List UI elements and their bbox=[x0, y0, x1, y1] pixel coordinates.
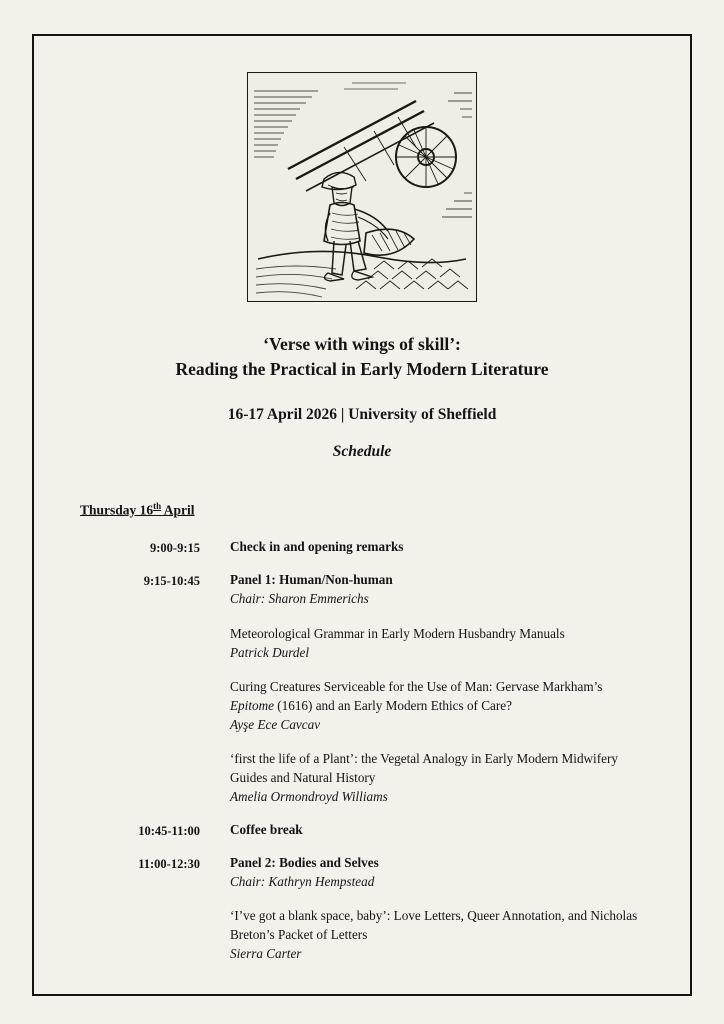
session-heading: Panel 1: Human/Non-human bbox=[230, 572, 393, 588]
paper-title bbox=[230, 625, 644, 644]
event-details: 16-17 April 2026 | University of Sheffield bbox=[227, 405, 497, 423]
session-body bbox=[230, 538, 644, 557]
paper-entry bbox=[230, 625, 644, 662]
day-heading-ordinal: th bbox=[153, 500, 162, 511]
day-heading-month: April bbox=[161, 502, 195, 518]
session-time: 9:00-9:15 bbox=[150, 541, 200, 556]
paper-title-pre: ‘first the life of a Plant’: the Vegetal Analogy in Early Modern Midwifery Guides and Natural History bbox=[230, 751, 618, 786]
schedule-row bbox=[80, 538, 644, 557]
woodcut-illustration-icon bbox=[247, 72, 477, 302]
paper-author: Sierra Carter bbox=[230, 945, 302, 961]
session-time: 10:45-11:00 bbox=[138, 823, 200, 838]
title-line-2: Reading the Practical in Early Modern Literature bbox=[175, 358, 549, 379]
session-time: 11:00-12:30 bbox=[138, 856, 200, 871]
session-time: 9:15-10:45 bbox=[143, 574, 200, 589]
paper-title-pre: Curing Creatures Serviceable for the Use of Man: Gervase Markham’s bbox=[230, 679, 603, 695]
page-content bbox=[34, 36, 690, 994]
session-heading: Check in and opening remarks bbox=[230, 539, 404, 555]
schedule-row bbox=[80, 571, 644, 806]
page-border-frame bbox=[32, 34, 692, 996]
paper-title bbox=[230, 678, 644, 715]
paper-title bbox=[230, 907, 644, 944]
session-chair: Chair: Sharon Emmerichs bbox=[230, 591, 369, 607]
paper-author: Amelia Ormondroyd Williams bbox=[230, 788, 388, 804]
title-line-1: ‘Verse with wings of skill’: bbox=[263, 334, 461, 354]
paper-author: Ayşe Ece Cavcav bbox=[230, 716, 321, 732]
session-heading: Coffee break bbox=[230, 821, 303, 837]
illustration-container bbox=[80, 72, 644, 302]
paper-author: Patrick Durdel bbox=[230, 644, 309, 660]
paper-entry bbox=[230, 750, 644, 806]
paper-title-italic: Epitome bbox=[230, 697, 274, 713]
schedule-list bbox=[80, 538, 644, 963]
schedule-row bbox=[80, 854, 644, 964]
paper-entry bbox=[230, 678, 644, 734]
paper-title-post: (1616) and an Early Modern Ethics of Care? bbox=[273, 697, 512, 713]
session-body bbox=[230, 854, 644, 964]
session-body bbox=[230, 571, 644, 806]
schedule-label: Schedule bbox=[332, 442, 392, 460]
paper-entry bbox=[230, 907, 644, 963]
schedule-row bbox=[80, 821, 644, 840]
session-heading: Panel 2: Bodies and Selves bbox=[230, 854, 379, 870]
day-heading-text: Thursday 16 bbox=[80, 502, 154, 518]
day-heading bbox=[80, 501, 644, 519]
page-title bbox=[80, 332, 644, 382]
paper-title-pre: Meteorological Grammar in Early Modern Husbandry Manuals bbox=[230, 625, 565, 641]
session-body bbox=[230, 821, 644, 840]
session-chair: Chair: Kathryn Hempstead bbox=[230, 873, 375, 889]
paper-title-pre: ‘I’ve got a blank space, baby’: Love Letters, Queer Annotation, and Nicholas Breton’s Packet of Letters bbox=[230, 908, 638, 942]
paper-title bbox=[230, 750, 644, 787]
